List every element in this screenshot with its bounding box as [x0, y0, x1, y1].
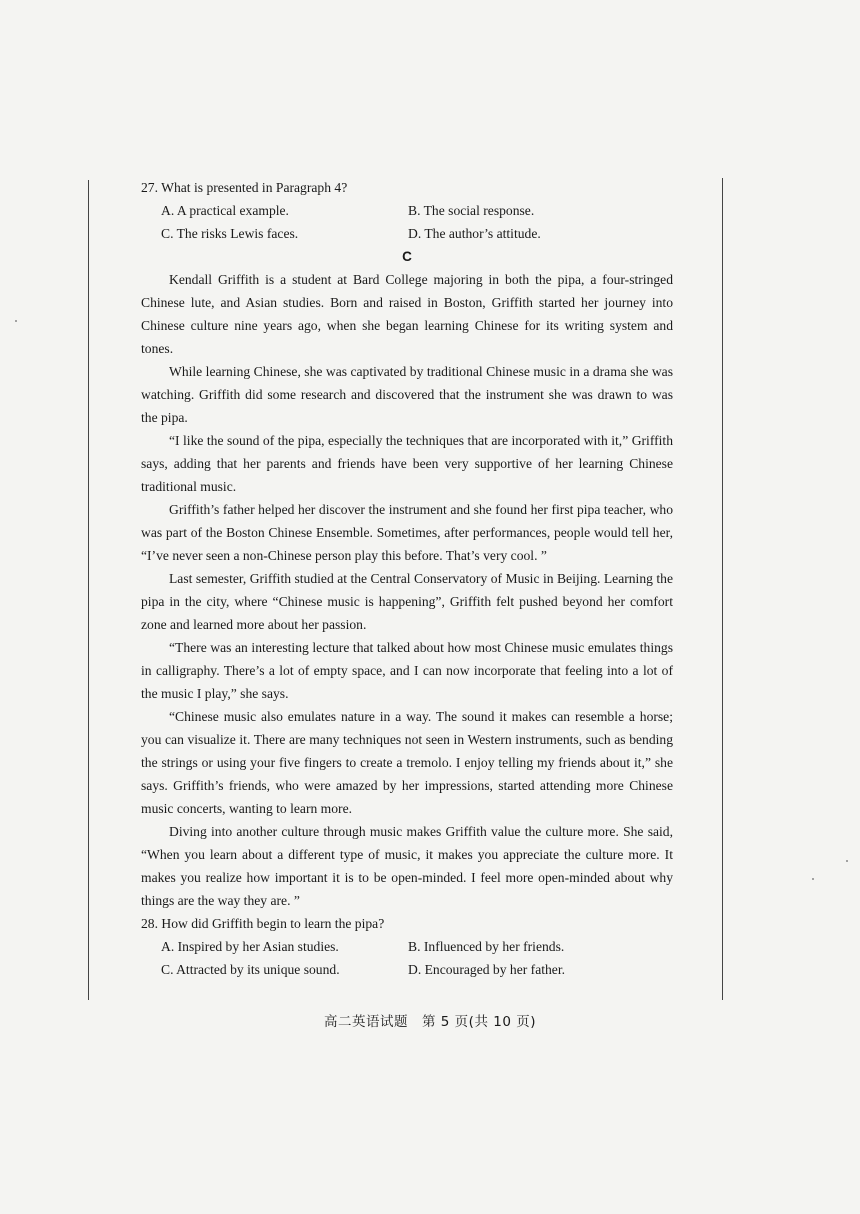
left-margin-line: [88, 180, 89, 1000]
q27-option-c: C. The risks Lewis faces.: [161, 226, 299, 241]
right-margin-line: [722, 178, 723, 1000]
q28-option-c: C. Attracted by its unique sound.: [161, 962, 340, 977]
q28-options-row-1: [141, 935, 673, 958]
q27-option-d: D. The author’s attitude.: [408, 226, 541, 241]
q27-option-a: A. A practical example.: [161, 203, 289, 218]
scan-speck: [812, 878, 814, 880]
paragraph: “Chinese music also emulates nature in a way. The sound it makes can resemble a horse; you can visualize it. There are many techniques not seen in Western instruments, such as bending the strings or using your five fingers to create a tremolo. I enjoy telling my friends about it,” she says. Griffith’s friends, who were amazed by her impressions, started attending more Chinese music concerts, wanting to learn more.: [141, 709, 673, 816]
passage-content: [141, 176, 673, 981]
paragraph: “There was an interesting lecture that talked about how most Chinese music emulates things in calligraphy. There’s a lot of empty space, and I can now incorporate that feeling into a lot of the music I play,” she says.: [141, 640, 673, 701]
q28-option-d: D. Encouraged by her father.: [408, 962, 566, 977]
paragraph: Griffith’s father helped her discover the instrument and she found her first pipa teacher, who was part of the Boston Chinese Ensemble. Sometimes, after performances, people would tell her, “I’ve never seen a non-Chinese person play this before. That’s very cool. ”: [141, 502, 673, 563]
q27-options-row-1: [141, 199, 673, 222]
question-28: 28. How did Griffith begin to learn the pipa?: [141, 916, 385, 931]
question-27: 27. What is presented in Paragraph 4?: [141, 180, 348, 195]
paragraph: Kendall Griffith is a student at Bard College majoring in both the pipa, a four-stringed Chinese lute, and Asian studies. Born and raised in Boston, Griffith started her journey into Chinese culture nine years ago, when she began learning Chinese for its writing system and tones.: [141, 272, 673, 356]
section-heading: C: [402, 249, 412, 264]
q28-options-row-2: [141, 958, 673, 981]
q28-option-a: A. Inspired by her Asian studies.: [161, 939, 339, 954]
scan-speck: [846, 860, 848, 862]
q27-options-row-2: [141, 222, 673, 245]
paragraph: “I like the sound of the pipa, especially the techniques that are incorporated with it,” Griffith says, adding that her parents and friends have been very supportive of her learning Chinese traditional music.: [141, 433, 673, 494]
paragraph: Last semester, Griffith studied at the Central Conservatory of Music in Beijing. Learning the pipa in the city, where “Chinese music is happening”, Griffith felt pushed beyond her comfort zone and learned more about her passion.: [141, 571, 673, 632]
paragraph: Diving into another culture through music makes Griffith value the culture more. She said, “When you learn about a different type of music, it makes you appreciate the culture more. It makes you realize how important it is to be open-minded. I feel more open-minded about why things are the way they are. ”: [141, 824, 673, 908]
q28-option-b: B. Influenced by her friends.: [408, 939, 565, 954]
paragraph: While learning Chinese, she was captivated by traditional Chinese music in a drama she was watching. Griffith did some research and discovered that the instrument she was drawn to was the pipa.: [141, 364, 673, 425]
page-footer: 高二英语试题 第 5 页(共 10 页): [324, 1014, 536, 1030]
q27-option-b: B. The social response.: [408, 203, 535, 218]
scan-speck: [15, 320, 17, 322]
